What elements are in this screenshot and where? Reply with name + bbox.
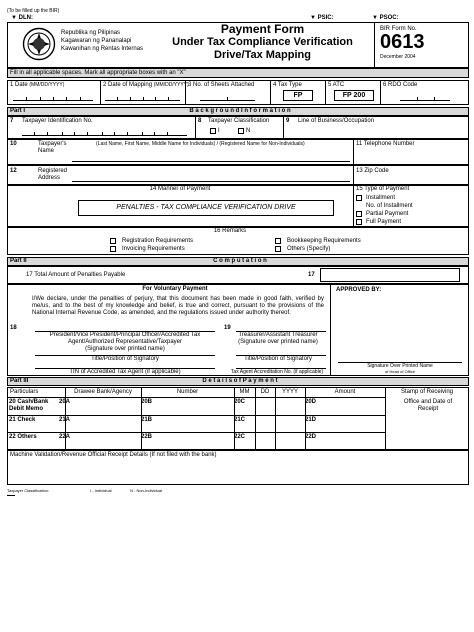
- voluntary-label: For Voluntary Payment: [142, 286, 208, 292]
- col-stamp: Stamp of Receiving: [400, 389, 454, 395]
- sig19-title: Treasurer/Assistant Treasurer: [238, 332, 318, 338]
- tin-agent-label: TIN of Accredited Tax Agent (if applicable): [69, 369, 181, 375]
- sig18-sub: (Signature over printed name): [85, 346, 165, 352]
- tel-label: 11 Telephone Number: [356, 141, 415, 147]
- bir-seal-icon: [22, 27, 56, 61]
- psic-label: ▼ PSIC:: [310, 15, 334, 21]
- partial-payment-label: Partial Payment: [366, 211, 409, 217]
- row-cash-label: 20 Cash/Bank Debit Memo: [9, 399, 49, 412]
- dln-label: ▼ DLN:: [11, 15, 33, 21]
- total-num: 17: [308, 272, 315, 278]
- sig19-num: 19: [224, 325, 231, 331]
- row-check-label: 21 Check: [9, 417, 36, 423]
- total-label: 17 Total Amount of Penalties Payable: [26, 272, 126, 278]
- date-label: 1 Date (MM/DD/YYYY): [10, 82, 65, 88]
- form-title-3: Drive/Tax Mapping: [214, 49, 311, 61]
- tax-type-value: FP: [283, 90, 313, 101]
- position19-label: Title/Position of Signatory: [244, 356, 312, 362]
- form-title-2: Under Tax Compliance Verification: [172, 36, 353, 48]
- sig18-title: President/Vice President/Principal Officer/Accredited Tax Agent/Authorized Representative/Taxpayer: [49, 332, 201, 345]
- col-amount: Amount: [334, 389, 356, 395]
- position18-label: Title/Position of Signatory: [91, 356, 159, 362]
- instructions-text: Fill in all applicable spaces. Mark all appropriate boxes with an "X": [10, 70, 186, 76]
- approver-signature-label: Signature Over Printed Name: [367, 363, 433, 369]
- tin-num: 7: [10, 118, 14, 124]
- name-num: 10: [10, 141, 17, 147]
- invoicing-label: Invoicing Requirements: [122, 246, 185, 252]
- agency-line-1: Republika ng Pilipinas: [61, 30, 121, 36]
- row-check-a: 21A: [59, 417, 71, 423]
- agent-accred-label: Tax Agent Accreditation No. (if applicable): [230, 369, 324, 375]
- form-no-label: BIR Form No.: [380, 26, 417, 32]
- manner-value: PENALTIES - TAX COMPLIANCE VERIFICATION DRIVE: [78, 200, 334, 216]
- form-title-1: Payment Form: [220, 22, 305, 36]
- line-label: Line of Business/Occupation: [298, 118, 375, 124]
- registration-checkbox[interactable]: [110, 238, 116, 244]
- class-i-checkbox[interactable]: [210, 128, 216, 134]
- no-installment-label: No. of Installment: [366, 203, 413, 209]
- row-check-c: 21C: [234, 417, 246, 423]
- tax-type-label: 4 Tax Type: [273, 82, 302, 88]
- row-others-d: 22D: [305, 434, 317, 440]
- footer-individual: I - Individual: [90, 488, 112, 493]
- row-check-b: 21B: [141, 417, 153, 423]
- part3-label: Part III: [10, 378, 29, 384]
- row-cash-c: 20C: [234, 399, 246, 405]
- rdo-label: 6 RDO Code: [383, 82, 418, 88]
- row-others-c: 22C: [234, 434, 246, 440]
- sheets-label: 3 No. of Sheets Attached: [188, 82, 255, 88]
- approved-label: APPROVED BY:: [336, 287, 382, 293]
- class-num: 8: [198, 118, 202, 124]
- class-n-label: N: [246, 128, 251, 134]
- mapping-date-input[interactable]: [105, 97, 180, 101]
- total-amount-input[interactable]: [320, 268, 460, 282]
- mapping-date-label: 2 Date of Mapping (MM/DD/YYYY): [103, 82, 189, 88]
- remarks-label: 16 Remarks: [213, 228, 247, 234]
- col-mm: MM: [239, 389, 250, 395]
- rdo-input[interactable]: [400, 97, 450, 101]
- part3-title: D e t a i l s o f P a y m e n t: [202, 378, 278, 384]
- part1-title: B a c k g r o u n d I n f o r m a t i o n: [189, 108, 291, 114]
- row-others-label: 22 Others: [9, 434, 37, 440]
- full-payment-label: Full Payment: [366, 219, 402, 225]
- col-drawee: Drawee Bank/Agency: [74, 389, 132, 395]
- sheets-input[interactable]: [200, 97, 255, 101]
- part2-label: Part II: [10, 258, 27, 264]
- address-row: [7, 165, 469, 185]
- tin-input[interactable]: [22, 132, 187, 136]
- full-payment-checkbox[interactable]: [356, 219, 362, 225]
- address-input[interactable]: [72, 178, 350, 182]
- agency-line-3: Kawanihan ng Rentas Internas: [61, 46, 144, 52]
- bookkeeping-checkbox[interactable]: [275, 238, 281, 244]
- to-be-filled-note: (To be filled up the BIR): [7, 8, 60, 14]
- tin-label: Taxpayer Identification No.: [22, 118, 93, 124]
- atc-value: FP 200: [334, 90, 374, 101]
- head-office-label: of Head of Office: [385, 369, 415, 374]
- partial-payment-checkbox[interactable]: [356, 211, 362, 217]
- row-cash-a: 20A: [59, 399, 71, 405]
- line-num: 9: [286, 118, 290, 124]
- name-label: Taxpayer's Name: [38, 141, 67, 154]
- part2-title: C o m p u t a t i o n: [213, 258, 267, 264]
- footer-classification: Taxpayer Classification:: [7, 488, 50, 493]
- class-n-checkbox[interactable]: [238, 128, 244, 134]
- invoicing-checkbox[interactable]: [110, 246, 116, 252]
- name-input[interactable]: [72, 158, 350, 162]
- class-i-label: I: [218, 128, 220, 134]
- name-hint: (Last Name, First Name, Middle Name for Individuals) / (Registered Name for Non-Individuals): [96, 141, 305, 147]
- col-yyyy: YYYY: [281, 389, 298, 395]
- installment-checkbox[interactable]: [356, 195, 362, 201]
- date-input[interactable]: [13, 97, 93, 101]
- bookkeeping-label: Bookkeeping Requirements: [287, 238, 361, 244]
- psoc-label: ▼ PSOC:: [372, 15, 399, 21]
- row-cash-d: 20D: [305, 399, 317, 405]
- row-others-a: 22A: [59, 434, 71, 440]
- others-checkbox[interactable]: [275, 246, 281, 252]
- row-check-d: 21D: [305, 417, 317, 423]
- col-dd: DD: [260, 389, 270, 395]
- address-num: 12: [10, 168, 17, 174]
- sig18-num: 18: [10, 325, 17, 331]
- manner-label: 14 Manner of Payment: [149, 186, 211, 192]
- row-others-b: 22B: [141, 434, 153, 440]
- atc-label: 5 ATC: [328, 82, 345, 88]
- form-number: 0613: [380, 31, 425, 53]
- declaration-text: I/We declare, under the penalties of perjury, that this document has been made in good faith, verified by me/us, and to the best of my knowledge and belief, is true and correct, pursuant to the provisions of the National Internal Revenue Code, as amended, and the regulations issued under authority thereof.: [32, 296, 324, 316]
- form-date: December 2004: [380, 54, 416, 60]
- others-label: Others (Specify): [287, 246, 331, 252]
- installment-label: Installment: [366, 195, 396, 201]
- row-cash-b: 20B: [141, 399, 153, 405]
- sig19-sub: (Signature over printed name): [238, 339, 318, 345]
- address-label: Registered Address: [38, 168, 68, 181]
- agency-line-2: Kagawaran ng Pananalapi: [61, 38, 132, 44]
- stamp-sub: Office and Date of Receipt: [403, 399, 453, 412]
- class-label: Taxpayer Classification: [208, 118, 270, 124]
- type-label: 15 Type of Payment: [356, 186, 410, 192]
- part1-label: Part I: [10, 108, 26, 114]
- col-number: Number: [176, 389, 199, 395]
- zip-label: 13 Zip Code: [356, 168, 389, 174]
- col-particulars: Particulars: [10, 389, 39, 395]
- registration-label: Registration Requirements: [122, 238, 194, 244]
- footer-non-individual: N - Non-Individual: [130, 488, 163, 493]
- machine-validation-label: Machine Validation/Revenue Official Receipt Details (If not filed with the bank): [10, 452, 217, 458]
